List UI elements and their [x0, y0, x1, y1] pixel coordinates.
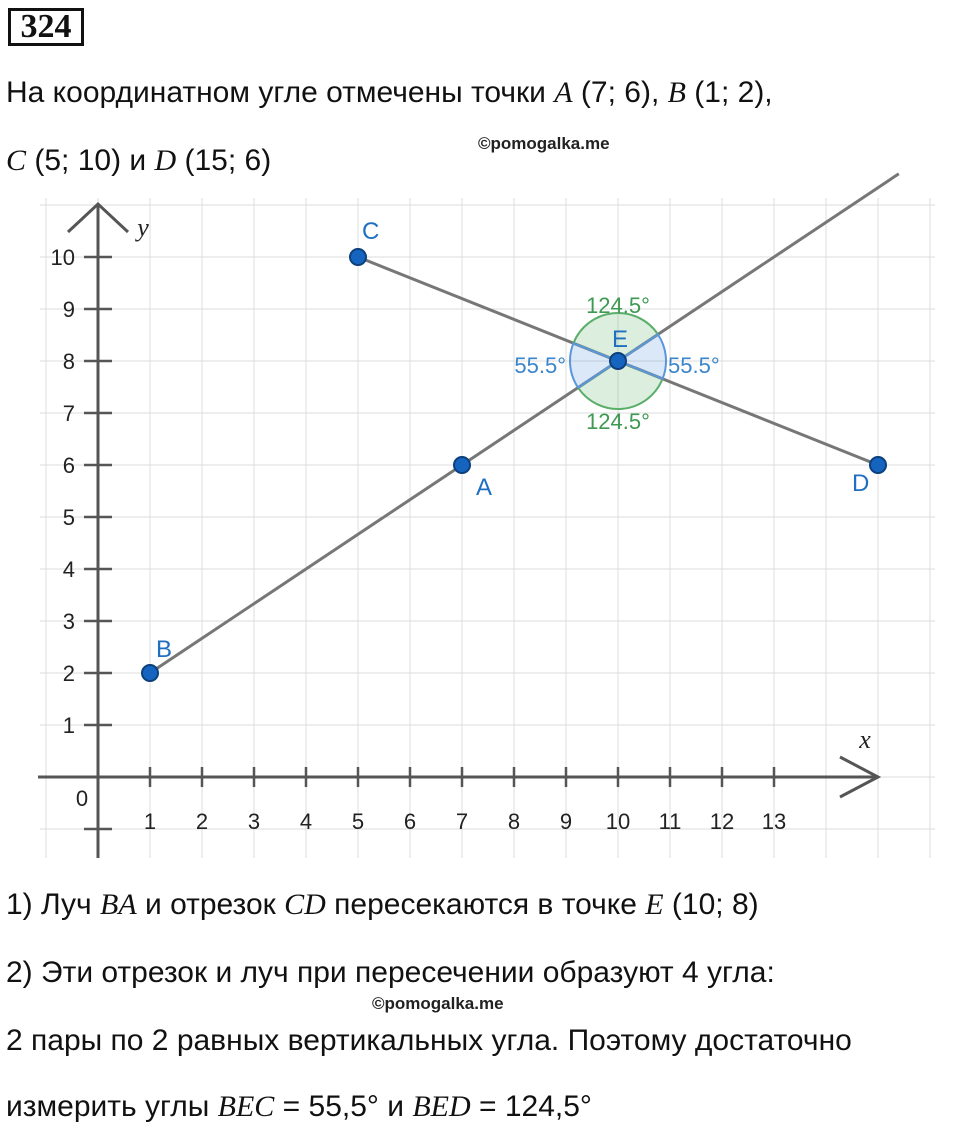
solution-text: и отрезок	[136, 888, 285, 921]
x-tick-label: 11	[658, 809, 682, 834]
solution-text: = 124,5°	[470, 1090, 592, 1123]
angle-label-top: 124.5°	[586, 293, 650, 318]
solution-line-2: 2) Эти отрезок и луч при пересечении образуют 4 угла:	[6, 956, 775, 989]
x-tick-label: 12	[709, 809, 735, 834]
point-e-name: E	[645, 888, 664, 921]
solution-line-3: 2 пары по 2 равных вертикальных угла. Поэтому достаточно	[6, 1024, 852, 1057]
x-tick-label: 2	[195, 809, 209, 834]
y-tick-label: 9	[62, 297, 75, 322]
x-tick-label: 4	[299, 809, 313, 834]
point-d-coord: (15; 6)	[176, 144, 272, 177]
point-b-name: B	[667, 76, 686, 109]
point-e-coord: (10; 8)	[663, 888, 759, 921]
point-label-e: E	[612, 326, 629, 353]
angle-label-left: 55.5°	[514, 353, 566, 378]
x-tick-label: 10	[605, 809, 631, 834]
solution-text: пересекаются в точке	[325, 888, 646, 921]
x-tick-label: 3	[247, 809, 261, 834]
watermark-bottom: ©pomogalka.me	[372, 994, 504, 1013]
x-axis-name: x	[859, 725, 871, 754]
point-c	[350, 249, 366, 265]
x-tick-label: 6	[403, 809, 417, 834]
point-label-b: B	[156, 636, 173, 663]
x-tick-label: 8	[507, 809, 521, 834]
point-a-name: A	[554, 76, 573, 109]
point-c-coord: (5; 10) и	[26, 144, 155, 177]
y-axis-name: y	[137, 213, 149, 242]
ray-ba-name: BA	[100, 888, 137, 921]
y-tick-label: 4	[62, 557, 75, 582]
point-d	[870, 457, 886, 473]
point-d-name: D	[154, 144, 177, 177]
watermark-top: ©pomogalka.me	[478, 134, 610, 153]
origin-label: 0	[75, 786, 89, 811]
y-tick-label: 1	[62, 713, 75, 738]
problem-number: 324	[8, 8, 84, 46]
ray-ba	[150, 174, 899, 673]
point-a-coord: (7; 6),	[572, 76, 668, 109]
y-tick-label: 2	[62, 661, 75, 686]
y-tick-label: 6	[62, 453, 75, 478]
solution-text: = 55,5° и	[274, 1090, 413, 1123]
y-tick-label: 3	[62, 609, 75, 634]
point-c-name: C	[6, 144, 27, 177]
segment-cd-name: CD	[284, 888, 326, 921]
y-tick-label: 7	[62, 401, 75, 426]
solution-text: 1) Луч	[6, 888, 100, 921]
x-tick-label: 1	[143, 809, 157, 834]
point-label-c: C	[362, 218, 380, 245]
solution-line-1	[6, 888, 759, 922]
x-tick-label: 13	[761, 809, 787, 834]
x-tick-label: 7	[455, 809, 469, 834]
solution-text: измерить углы	[6, 1090, 218, 1123]
point-e	[610, 353, 626, 369]
angle-label-right: 55.5°	[668, 353, 720, 378]
angle-label-bottom: 124.5°	[586, 409, 650, 434]
point-b-coord: (1; 2),	[685, 76, 773, 109]
point-label-d: D	[852, 470, 870, 497]
point-b	[142, 665, 158, 681]
intro-text: На координатном угле отмечены точки	[6, 76, 555, 109]
point-a	[454, 457, 470, 473]
y-tick-label: 5	[62, 505, 75, 530]
x-tick-label: 5	[351, 809, 365, 834]
y-tick-label: 10	[50, 245, 75, 270]
x-tick-label: 9	[559, 809, 573, 834]
angle-bec-name: BEC	[217, 1090, 275, 1123]
y-tick-label: 8	[62, 349, 75, 374]
angle-bed-name: BED	[412, 1090, 471, 1123]
point-label-a: A	[476, 474, 493, 501]
solution-line-4	[6, 1090, 592, 1124]
